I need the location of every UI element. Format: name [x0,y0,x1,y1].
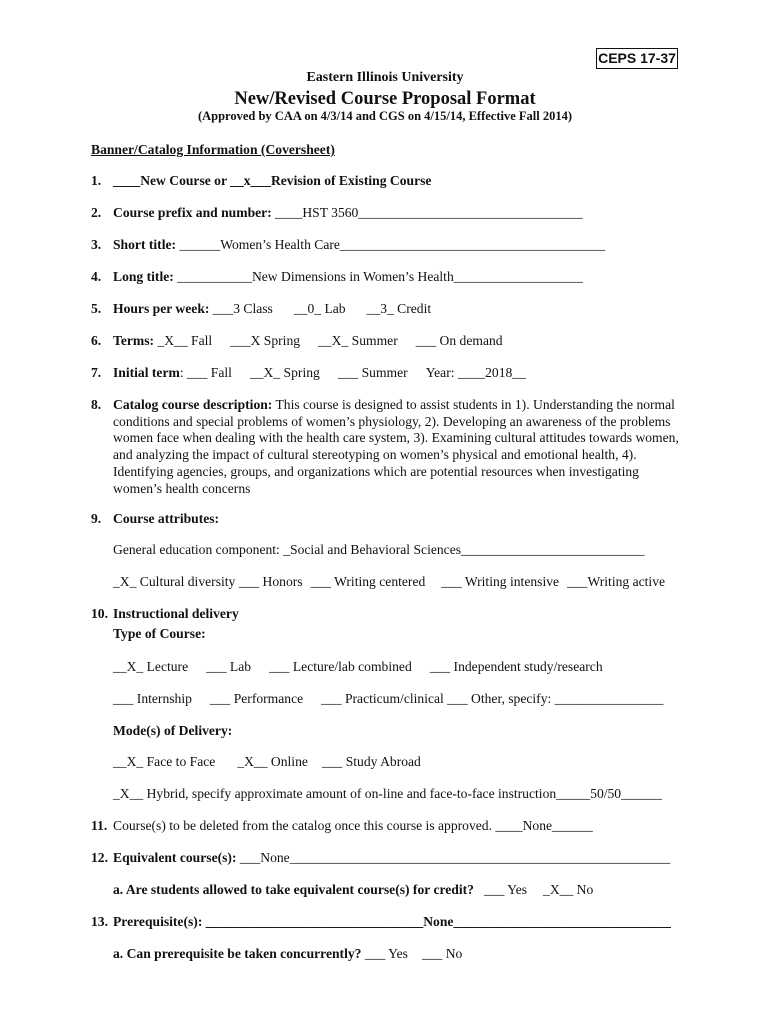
type-lecture-lab: ___ Lecture/lab combined [269,659,412,674]
course-prefix-value: ____HST 3560_________________________________ [271,205,583,220]
item-number: 5. [91,301,102,316]
delivery-row [113,754,421,770]
university-name: Eastern Illinois University [306,70,464,85]
item-number: 6. [91,333,102,348]
section-heading: Banner/Catalog Information (Coversheet) [91,142,335,157]
item-number: 7. [91,365,102,380]
class-hours: ___3 Class [209,301,273,316]
delivery-face-to-face: __X_ Face to Face [113,754,216,769]
initial-term-row [113,365,526,381]
courses-to-delete: Course(s) to be deleted from the catalog once this course is approved. ____None______ [113,818,593,833]
equivalent-courses-row [113,850,670,866]
catalog-description [113,397,688,497]
course-type-row-2 [113,691,663,707]
course-prefix-row [113,205,583,221]
attributes-row [113,574,665,590]
delivery-study-abroad: ___ Study Abroad [321,754,421,769]
concurrent-prereq-row [113,946,462,962]
terms-row [113,333,503,349]
course-attributes-label: Course attributes: [113,511,220,526]
equivalent-courses-value: ___None________________________________________________________ [236,850,671,865]
instructional-delivery-label: Instructional delivery [113,606,239,621]
gen-ed-component: General education component: _Social and Behavioral Sciences___________________________ [113,542,645,557]
approval-note: (Approved by CAA on 4/3/14 and CGS on 4/15/14, Effective Fall 2014) [197,109,573,123]
field-label: Long title: [113,269,174,284]
equivalent-credit-question: a. Are students allowed to take equivalent course(s) for credit? [113,882,474,897]
writing-active: ___Writing active [567,574,666,589]
type-other: ___ Other, specify: ________________ [447,691,664,706]
type-lab: ___ Lab [206,659,252,674]
type-performance: ___ Performance [209,691,304,706]
item-number: 2. [91,205,102,220]
field-label: Equivalent course(s): [113,850,237,865]
course-type-field: ____New Course or __x___Revision of Existing Course [113,173,432,188]
prerequisites-field: Prerequisite(s): ________________________________None________________________________ [113,914,671,929]
course-type-row-1 [113,659,603,675]
cultural-diversity: _X_ Cultural diversity [113,574,236,589]
modes-of-delivery-label: Mode(s) of Delivery: [113,723,233,738]
field-label: Catalog course description: [113,397,273,412]
field-label: Initial term [113,365,180,380]
term-on-demand: ___ On demand [415,333,503,348]
short-title-row [113,237,605,253]
item-number: 9. [91,511,102,526]
initial-year: Year: ____2018__ [425,365,526,380]
equivalent-credit-row [113,882,593,898]
delivery-hybrid: _X__ Hybrid, specify approximate amount of on-line and face-to-face instruction_____50/50______ [113,786,662,801]
credit-hours: __3_ Credit [366,301,432,316]
field-label: Course prefix and number: [113,205,272,220]
item-number: 3. [91,237,102,252]
concurrent-prereq-no: ___ No [421,946,463,961]
item-number: 8. [91,397,102,412]
delivery-online: _X__ Online [237,754,308,769]
long-title-value: ___________New Dimensions in Women’s Health___________________ [173,269,583,284]
item-number: 1. [91,173,102,188]
item-number: 13. [91,914,108,929]
initial-summer: ___ Summer [337,365,408,380]
field-label: Short title: [113,237,177,252]
field-label: Hours per week: [113,301,210,316]
concurrent-prereq-yes: ___ Yes [364,946,408,961]
honors: ___ Honors [238,574,303,589]
equivalent-credit-yes: ___ Yes [483,882,528,897]
lab-hours: __0_ Lab [293,301,346,316]
initial-spring: __X_ Spring [249,365,320,380]
term-summer: __X_ Summer [318,333,398,348]
item-number: 11. [91,818,108,833]
item-number: 12. [91,850,108,865]
type-internship: ___ Internship [113,691,192,706]
type-lecture: __X_ Lecture [113,659,189,674]
field-label: Terms: [113,333,155,348]
term-fall: _X__ Fall [154,333,213,348]
term-spring: ___X Spring [230,333,301,348]
long-title-row [113,269,583,285]
form-title: New/Revised Course Proposal Format [234,89,536,109]
type-practicum: ___ Practicum/clinical [321,691,444,706]
concurrent-prereq-question: a. Can prerequisite be taken concurrently? [113,946,362,961]
item-number: 10. [91,606,108,621]
item-number: 4. [91,269,102,284]
short-title-value: ______Women’s Health Care_______________________________________ [176,237,606,252]
type-independent-study: ___ Independent study/research [429,659,603,674]
writing-intensive: ___ Writing intensive [441,574,560,589]
writing-centered: ___ Writing centered [310,574,426,589]
equivalent-credit-no: _X__ No [543,882,594,897]
ceps-badge: CEPS 17-37 [596,48,678,69]
type-of-course-label: Type of Course: [113,626,206,641]
hours-row [113,301,431,317]
catalog-description-text: This course is designed to assist students in 1). Understanding the normal conditions and special problems of women’s physiology, 2). Developing an awareness of the problems women face when dealing with the health care system, 3). Examining cultural attitudes towards women, and analyzing the impact of cultural stereotyping on women’s physical and emotional health, 4). Identifying agencies, groups, and organizations which are potential resources when investigating women’s health concerns [113,397,679,496]
initial-fall: : ___ Fall [179,365,232,380]
